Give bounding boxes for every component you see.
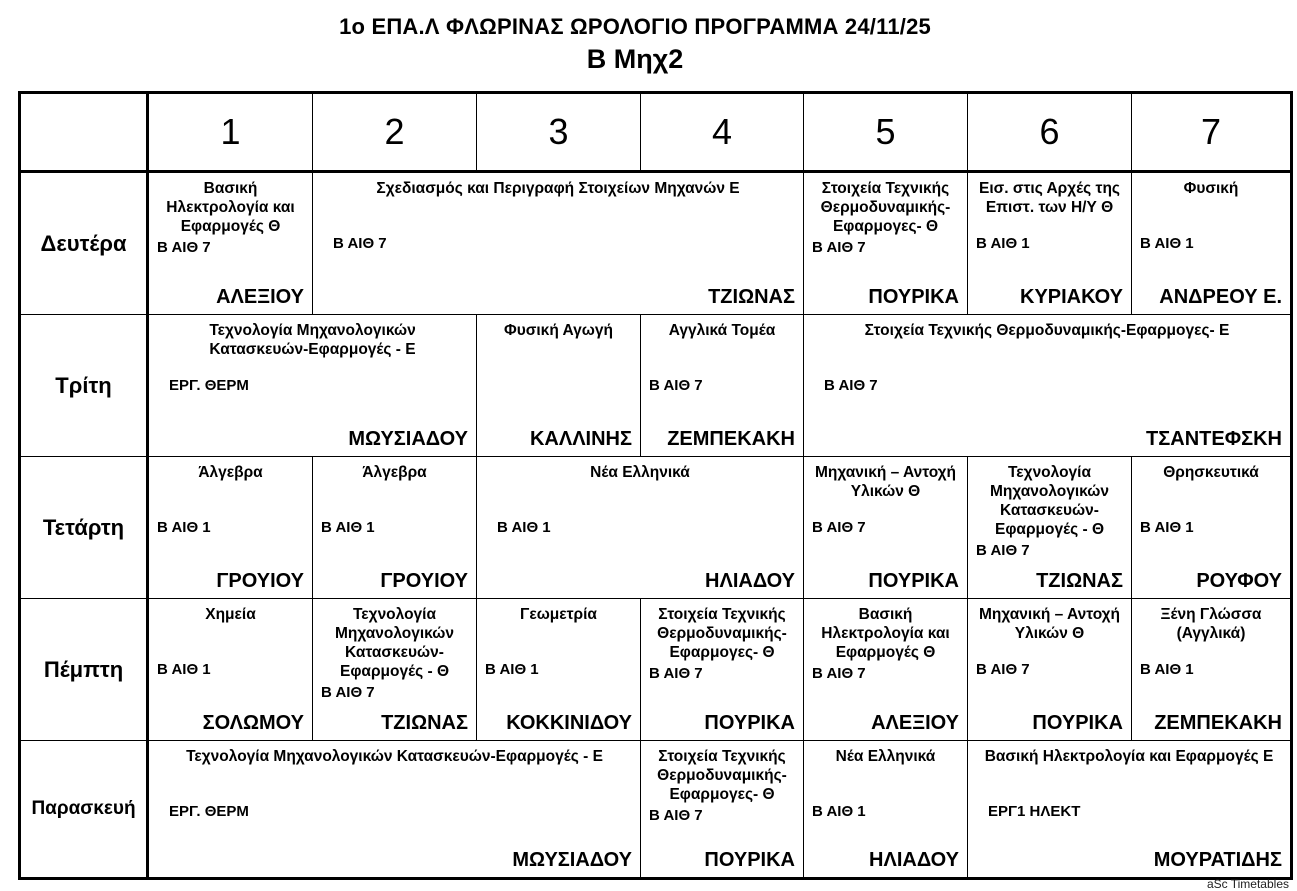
day-label: Τρίτη [21,315,149,457]
lesson-teacher: ΑΛΕΞΙΟΥ [871,712,959,734]
lesson-subject: Άλγεβρα [362,464,427,481]
lesson-cell[interactable] [804,599,968,741]
lesson-subject: Νέα Ελληνικά [590,464,690,481]
lesson-subject: Στοιχεία Τεχνικής Θερμοδυναμικής-Εφαρμογες- Θ [820,180,951,235]
lesson-room: ΕΡΓ. ΘΕΡΜ [169,803,249,820]
lesson-cell[interactable] [477,457,804,599]
timetable-grid [18,91,1293,880]
period-header-3: 3 [477,94,641,173]
lesson-room: Β ΑΙΘ 1 [976,235,1030,252]
lesson-subject: Μηχανική – Αντοχή Υλικών Θ [815,464,956,500]
lesson-subject: Άλγεβρα [198,464,263,481]
lesson-subject: Τεχνολογία Μηχανολογικών Κατασκευών-Εφαρμογές - Ε [209,322,416,358]
lesson-teacher: ΠΟΥΡΙΚΑ [868,570,959,592]
lesson-cell[interactable] [477,315,641,457]
lesson-cell[interactable] [149,741,641,877]
lesson-room: Β ΑΙΘ 1 [321,519,375,536]
lesson-teacher: ΜΩΥΣΙΑΔΟΥ [348,428,468,450]
lesson-room: Β ΑΙΘ 1 [1140,661,1194,678]
lesson-cell[interactable] [968,457,1132,599]
lesson-teacher: ΖΕΜΠΕΚΑΚΗ [667,428,795,450]
lesson-subject: Σχεδιασμός και Περιγραφή Στοιχείων Μηχανών Ε [376,180,740,197]
lesson-cell[interactable] [804,173,968,315]
lesson-room: Β ΑΙΘ 1 [157,661,211,678]
lesson-cell[interactable] [968,173,1132,315]
lesson-room: Β ΑΙΘ 7 [649,377,703,394]
lesson-teacher: ΓΡΟΥΙΟΥ [380,570,468,592]
lesson-cell[interactable] [149,599,313,741]
lesson-teacher: ΤΖΙΩΝΑΣ [381,712,468,734]
corner-cell [21,94,149,173]
lesson-subject: Στοιχεία Τεχνικής Θερμοδυναμικής-Εφαρμογες- Θ [657,606,787,661]
period-header-1: 1 [149,94,313,173]
period-header-4: 4 [641,94,804,173]
lesson-subject: Ξένη Γλώσσα (Αγγλικά) [1160,606,1262,642]
lesson-subject: Φυσική Αγωγή [504,322,613,339]
lesson-subject: Εισ. στις Αρχές της Επιστ. των Η/Υ Θ [979,180,1120,216]
lesson-cell[interactable] [641,599,804,741]
lesson-teacher: ΗΛΙΑΔΟΥ [705,570,795,592]
lesson-teacher: ΑΛΕΞΙΟΥ [216,286,304,308]
lesson-teacher: ΠΟΥΡΙΚΑ [704,712,795,734]
lesson-room: Β ΑΙΘ 7 [976,661,1030,678]
lesson-room: Β ΑΙΘ 7 [649,665,703,682]
lesson-subject: Μηχανική – Αντοχή Υλικών Θ [979,606,1120,642]
lesson-cell[interactable] [804,741,968,877]
lesson-teacher: ΣΟΛΩΜΟΥ [202,712,304,734]
day-label: Δευτέρα [21,173,149,315]
lesson-room: Β ΑΙΘ 7 [812,239,866,256]
lesson-cell[interactable] [149,173,313,315]
lesson-room: Β ΑΙΘ 7 [824,377,878,394]
lesson-subject: Νέα Ελληνικά [835,748,936,765]
lesson-cell[interactable] [149,315,477,457]
lesson-teacher: ΜΩΥΣΙΑΔΟΥ [512,849,632,871]
lesson-teacher: ΠΟΥΡΙΚΑ [1032,712,1123,734]
lesson-teacher: ΠΟΥΡΙΚΑ [868,286,959,308]
lesson-teacher: ΚΥΡΙΑΚΟΥ [1020,286,1123,308]
lesson-subject: Στοιχεία Τεχνικής Θερμοδυναμικής-Εφαρμογες- Ε [864,322,1230,339]
lesson-subject: Τεχνολογία Μηχανολογικών Κατασκευών-Εφαρμογές - Θ [989,464,1110,538]
lesson-cell[interactable] [149,457,313,599]
lesson-subject: Τεχνολογία Μηχανολογικών Κατασκευών-Εφαρμογές - Ε [186,748,603,765]
lesson-room: Β ΑΙΘ 7 [812,519,866,536]
lesson-teacher: ΚΑΛΛΙΝΗΣ [529,428,632,450]
lesson-cell[interactable] [1132,599,1290,741]
lesson-teacher: ΡΟΥΦΟΥ [1196,570,1282,592]
lesson-cell[interactable] [477,599,641,741]
lesson-room: Β ΑΙΘ 7 [321,684,375,701]
class-name: Β Μηχ2 [586,44,684,74]
lesson-room: ΕΡΓ. ΘΕΡΜ [169,377,249,394]
day-label: Παρασκευή [21,741,149,877]
period-header-7: 7 [1132,94,1290,173]
period-header-6: 6 [968,94,1132,173]
lesson-cell[interactable] [968,741,1290,877]
lesson-room: Β ΑΙΘ 7 [976,542,1030,559]
lesson-teacher: ΜΟΥΡΑΤΙΔΗΣ [1153,849,1282,871]
lesson-cell[interactable] [313,457,477,599]
lesson-teacher: ΤΣΑΝΤΕΦΣΚΗ [1146,428,1282,450]
lesson-subject: Γεωμετρία [520,606,597,623]
lesson-teacher: ΓΡΟΥΙΟΥ [216,570,304,592]
lesson-cell[interactable] [313,599,477,741]
lesson-subject: Βασική Ηλεκτρολογία και Εφαρμογές Θ [166,180,295,235]
lesson-room: Β ΑΙΘ 1 [812,803,866,820]
footer-credit: aSc Timetables [1206,877,1289,891]
day-label: Τετάρτη [21,457,149,599]
lesson-subject: Βασική Ηλεκτρολογία και Εφαρμογές Ε [984,748,1274,765]
lesson-cell[interactable] [641,315,804,457]
lesson-room: Β ΑΙΘ 1 [485,661,539,678]
lesson-room: Β ΑΙΘ 7 [157,239,211,256]
lesson-teacher: ΚΟΚΚΙΝΙΔΟΥ [506,712,632,734]
period-header-5: 5 [804,94,968,173]
day-label: Πέμπτη [21,599,149,741]
lesson-cell[interactable] [641,741,804,877]
lesson-cell[interactable] [313,173,804,315]
lesson-room: Β ΑΙΘ 1 [1140,235,1194,252]
lesson-room: Β ΑΙΘ 1 [1140,519,1194,536]
lesson-subject: Βασική Ηλεκτρολογία και Εφαρμογές Θ [821,606,950,661]
lesson-subject: Χημεία [205,606,256,623]
lesson-teacher: ΤΖΙΩΝΑΣ [1036,570,1123,592]
period-header-2: 2 [313,94,477,173]
lesson-room: Β ΑΙΘ 1 [497,519,551,536]
lesson-room: Β ΑΙΘ 7 [812,665,866,682]
lesson-cell[interactable] [804,457,968,599]
lesson-subject: Αγγλικά Τομέα [668,322,776,339]
lesson-cell[interactable] [804,315,1290,457]
lesson-cell[interactable] [1132,173,1290,315]
lesson-cell[interactable] [1132,457,1290,599]
lesson-room: Β ΑΙΘ 1 [157,519,211,536]
lesson-teacher: ΖΕΜΠΕΚΑΚΗ [1154,712,1282,734]
lesson-subject: Φυσική [1183,180,1239,197]
page-title: 1ο ΕΠΑ.Λ ΦΛΩΡΙΝΑΣ ΩΡΟΛΟΓΙΟ ΠΡΟΓΡΑΜΜΑ 24/11/25 [339,14,931,39]
lesson-room: Β ΑΙΘ 7 [649,807,703,824]
lesson-cell[interactable] [968,599,1132,741]
lesson-room: ΕΡΓ1 ΗΛΕΚΤ [988,803,1081,820]
lesson-teacher: ΠΟΥΡΙΚΑ [704,849,795,871]
lesson-room: Β ΑΙΘ 7 [333,235,387,252]
lesson-subject: Στοιχεία Τεχνικής Θερμοδυναμικής-Εφαρμογες- Θ [657,748,787,803]
lesson-teacher: ΗΛΙΑΔΟΥ [869,849,959,871]
lesson-teacher: ΑΝΔΡΕΟΥ Ε. [1159,286,1282,308]
lesson-subject: Θρησκευτικά [1163,464,1259,481]
lesson-teacher: ΤΖΙΩΝΑΣ [708,286,795,308]
lesson-subject: Τεχνολογία Μηχανολογικών Κατασκευών-Εφαρμογές - Θ [334,606,455,680]
